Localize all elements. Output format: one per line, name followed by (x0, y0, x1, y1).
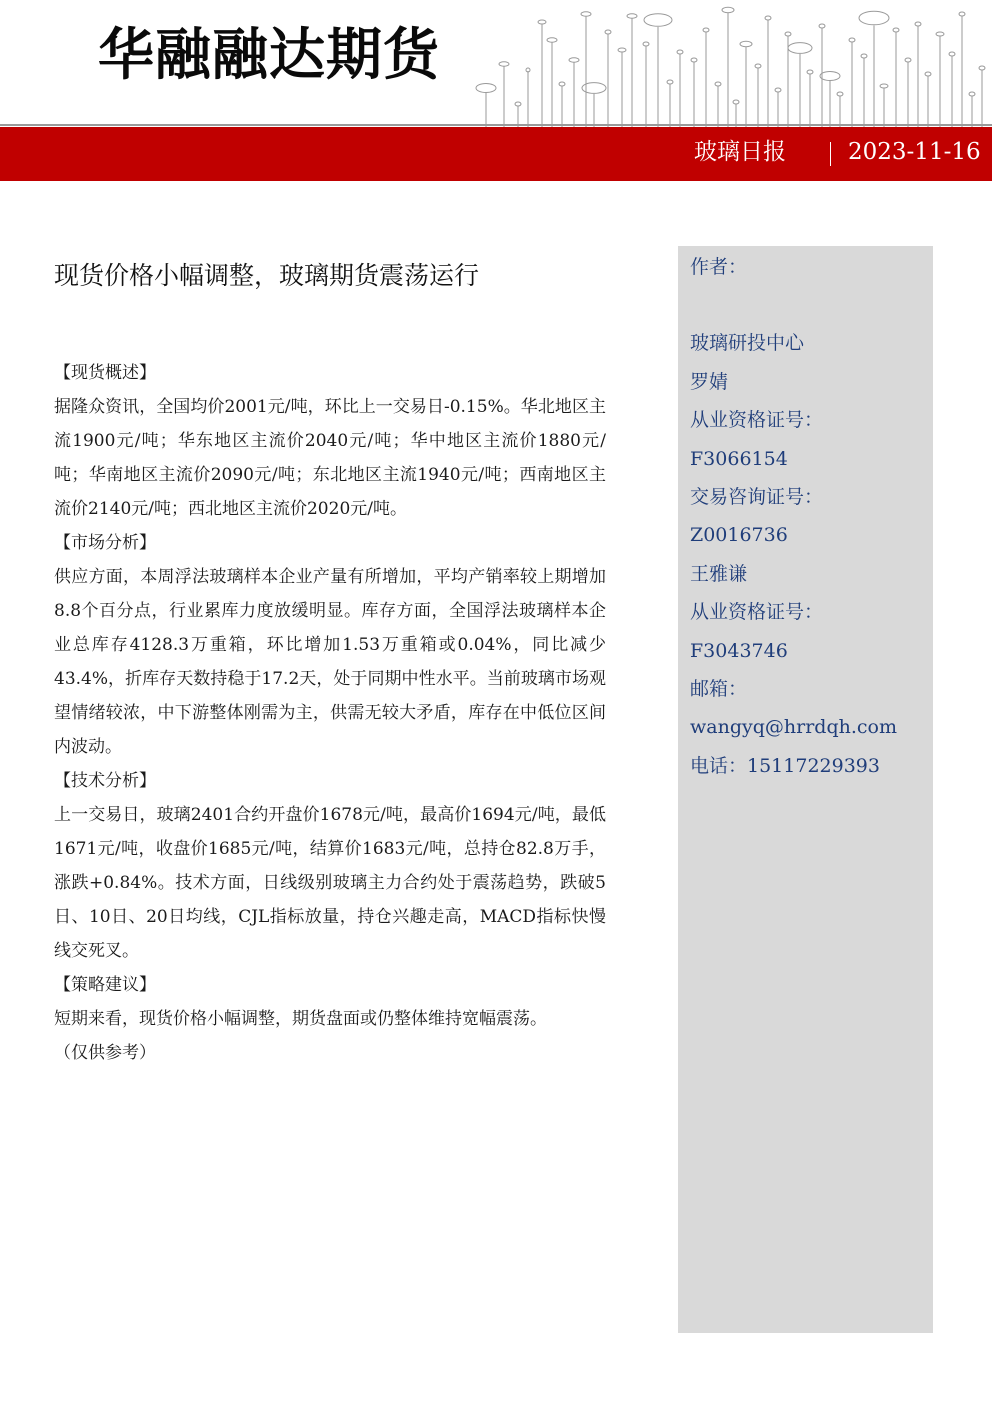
author1-cert-label: 从业资格证号： (690, 409, 824, 432)
disclaimer: （仅供参考） (54, 1043, 156, 1063)
author1-consult: Z0016736 (690, 524, 788, 547)
section-heading-strategy: 【策略建议】 (54, 975, 156, 995)
report-date: 2023-11-16 (848, 139, 981, 165)
author1-consult-label: 交易咨询证号： (690, 486, 824, 509)
section-heading-spot: 【现货概述】 (54, 363, 156, 383)
phone-number: 电话：15117229393 (690, 754, 880, 777)
email-label: 邮箱： (690, 678, 748, 701)
author1-name: 罗婧 (690, 370, 729, 393)
author-info (690, 248, 930, 785)
author2-name: 王雅谦 (690, 562, 748, 585)
author1-cert: F3066154 (690, 447, 788, 470)
report-type: 玻璃日报 (694, 139, 786, 165)
header-divider (0, 124, 992, 126)
section-body-technical: 上一交易日，玻璃2401合约开盘价1678元/吨，最高价1694元/吨，最低1671元/吨，收盘价1685元/吨，结算价1683元/吨，总持仓82.8万手，涨跌+0.84%。技术方面，日线级别玻璃主力合约处于震荡趋势，跌破5日、10日、20日均线，CJL指标放量，持仓兴趣走高，MACD指标快慢线交死叉。 (54, 805, 606, 961)
author2-cert-label: 从业资格证号： (690, 601, 824, 624)
header-separator (830, 142, 831, 166)
section-heading-technical: 【技术分析】 (54, 771, 156, 791)
section-heading-market: 【市场分析】 (54, 533, 156, 553)
brand-logo-text: 华融融达期货 (98, 23, 440, 88)
author-label: 作者： (690, 256, 748, 278)
decorative-pin-graphic (456, 0, 992, 128)
report-body (54, 356, 606, 1070)
section-body-strategy: 短期来看，现货价格小幅调整，期货盘面或仍整体维持宽幅震荡。 (54, 1009, 547, 1029)
header-red-bar (0, 127, 992, 181)
report-title: 现货价格小幅调整，玻璃期货震荡运行 (54, 261, 480, 290)
author2-cert: F3043746 (690, 639, 788, 662)
section-body-market: 供应方面，本周浮法玻璃样本企业产量有所增加，平均产销率较上期增加8.8个百分点，行业累库力度放缓明显。库存方面，全国浮法玻璃样本企业总库存4128.3万重箱，环比增加1.53万重箱或0.04%，同比减少43.4%，折库存天数持稳于17.2天，处于同期中性水平。当前玻璃市场观望情绪较浓，中下游整体刚需为主，供需无较大矛盾，库存在中低位区间内波动。 (54, 567, 606, 757)
section-body-spot: 据隆众资讯，全国均价2001元/吨，环比上一交易日-0.15%。华北地区主流1900元/吨；华东地区主流价2040元/吨；华中地区主流价1880元/吨；华南地区主流价2090元/吨；东北地区主流1940元/吨；西南地区主流价2140元/吨；西北地区主流价2020元/吨。 (54, 397, 606, 519)
research-center: 玻璃研投中心 (690, 332, 805, 355)
email-address[interactable]: wangyq@hrrdqh.com (690, 716, 897, 739)
